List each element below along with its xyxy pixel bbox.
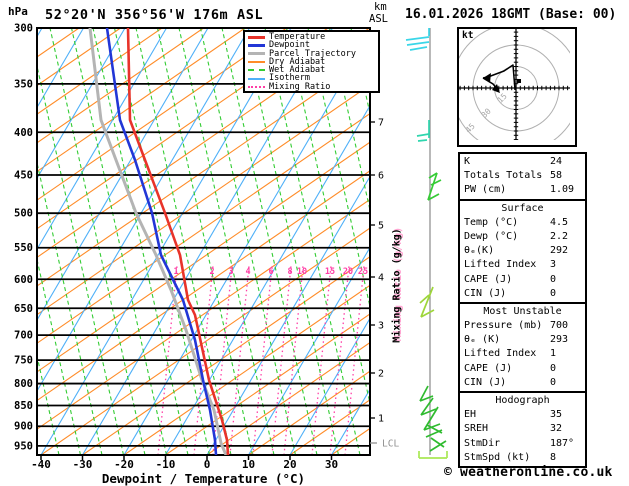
table-row-value: 2.2 [550,230,569,242]
mixing-ratio-label: 4 [245,267,251,277]
table-row [460,258,585,272]
table-row-label: K [464,156,471,167]
table-section [460,199,585,302]
pressure-tick-label: 300 [14,22,33,35]
pressure-tick-label: 550 [14,242,33,255]
table-row-label: CAPE (J) [464,362,513,374]
pressure-axis-unit: hPa [8,5,28,18]
hodograph-ring-label: 15 [495,91,509,105]
table-row [460,169,585,183]
table-row-label: CIN (J) [464,376,507,388]
pressure-tick-label: 900 [14,420,33,433]
table-row-value: 1.09 [550,184,575,196]
table-row-label: Lifted Index [464,259,537,271]
wind-barb-column [371,28,447,458]
temperature-tick-label: 20 [283,458,297,471]
table-section [460,154,585,199]
table-row-value: 35 [550,409,563,421]
legend-line-sample [248,69,265,71]
x-axis-label: Dewpoint / Temperature (°C) [101,471,306,486]
hodograph-ring-label: 45 [463,121,477,135]
table-row-value: 700 [550,320,569,332]
table-section [460,302,585,391]
table-row-label: StmSpd (kt) [464,451,531,463]
table-row [460,451,585,465]
pressure-tick-label: 750 [14,354,33,367]
legend-line-sample [248,86,265,88]
table-row [460,216,585,230]
storm-motion-dot [517,79,521,83]
legend-item [248,33,376,41]
hodograph-ring-label: 30 [479,106,493,120]
table-row-value: 187° [550,437,575,449]
hodograph-unit-label: kt [462,30,474,41]
temperature-tick-label: 10 [241,458,256,471]
table-row-value: 4.5 [550,216,569,228]
legend-item-label: Parcel Trajectory [269,48,356,59]
table-row [460,376,585,390]
pressure-tick-label: 700 [14,329,33,342]
table-row-value: 58 [550,170,563,182]
table-row-value: 0 [550,287,557,299]
table-row-value: 3 [550,259,557,271]
table-section-header: Most Unstable [483,305,562,317]
table-row-label: CAPE (J) [464,273,513,285]
watermark: © weatheronline.co.uk [444,465,613,480]
pressure-tick-label: 600 [14,273,33,286]
table-row-value: 292 [550,245,569,257]
legend-item-label: Dry Adiabat [269,56,326,67]
mixing-ratio-label: 25 [357,267,369,277]
legend-line-sample [248,52,265,55]
table-row [460,347,585,361]
km-tick-label: 5 [378,220,385,232]
table-row-label: SREH [464,423,489,435]
pressure-tick-label: 400 [14,126,33,139]
table-row-label: Temp (°C) [464,216,519,228]
mixing-ratio-axis-label: Mixing Ratio (g/kg) [391,228,403,343]
table-row-label: θₑ(K) [464,245,495,257]
table-row-value: 0 [550,376,557,388]
table-row [460,362,585,376]
legend [243,30,380,93]
legend-item [248,83,376,91]
page-title: 52°20'N 356°56'W 176m ASL [45,7,264,23]
altitude-axis-unit-km: km [374,1,387,13]
legend-item-label: Dewpoint [269,40,310,51]
table-row-value: 0 [550,273,557,285]
mixing-ratio-label: 2 [209,267,215,277]
pressure-tick-label: 800 [14,378,33,391]
table-row [460,244,585,258]
mixing-ratio-labels [173,267,368,277]
table-row [460,437,585,451]
table-row [460,408,585,422]
table-row-label: StmDir [464,437,501,449]
table-row-label: Lifted Index [464,348,537,360]
pressure-tick-label: 450 [14,169,33,182]
mixing-ratio-label: 6 [268,267,274,277]
km-tick-label: 4 [378,272,385,284]
mixing-ratio-label: 10 [296,267,308,277]
table-row-label: θₑ (K) [464,334,501,346]
legend-item-label: Isotherm [269,73,310,84]
table-row [460,319,585,333]
pressure-tick-label: 350 [14,78,33,91]
temperature-tick-label: 0 [203,458,211,471]
table-row-value: 293 [550,334,569,346]
table-row-label: PW (cm) [464,184,507,196]
km-tick-label: 6 [378,170,385,182]
table-row-label: CIN (J) [464,287,507,299]
temperature-tick-label: -40 [31,458,51,471]
mixing-ratio-label: 8 [287,267,293,277]
table-row [460,273,585,287]
mixing-ratio-label: 1 [173,267,179,277]
table-row [460,333,585,347]
table-row-value: 32 [550,423,563,435]
hodograph-plot [459,29,570,140]
temperature-tick-label: -20 [114,458,134,471]
legend-line-sample [248,61,265,63]
pressure-tick-label: 650 [14,302,33,315]
table-section-header: Surface [501,202,544,214]
pressure-tick-label: 950 [14,440,33,453]
legend-line-sample [248,44,265,47]
temperature-axis [31,455,338,471]
hodograph [457,27,577,147]
km-tick-label: 3 [378,320,385,332]
table-row [460,230,585,244]
legend-line-sample [248,78,265,80]
indices-table [458,152,587,468]
altitude-axis-unit-asl: ASL [369,13,388,25]
pressure-tick-label: 500 [14,207,33,220]
table-row-value: 0 [550,362,557,374]
temperature-tick-label: -30 [72,458,93,471]
table-row-value: 1 [550,348,557,360]
lcl-label: LCL [382,438,400,450]
table-row [460,287,585,301]
table-row-value: 24 [550,156,563,167]
legend-item [248,66,376,74]
temperature-tick-label: -10 [155,458,176,471]
hodograph-arrowhead [483,73,491,83]
legend-item-label: Temperature [269,32,326,42]
legend-line-sample [248,36,265,39]
km-tick-label: 7 [378,117,385,129]
legend-item-label: Mixing Ratio [269,81,331,92]
temperature-tick-label: 30 [324,458,339,471]
table-row-label: EH [464,409,477,421]
mixing-ratio-label: 20 [342,267,354,277]
run-datetime: 16.01.2026 18GMT (Base: 00) [405,7,617,22]
legend-item-label: Wet Adiabat [269,65,326,76]
table-row [460,422,585,436]
table-section-header: Hodograph [495,395,550,406]
table-row-label: Dewp (°C) [464,230,519,242]
mixing-ratio-label: 3 [228,267,234,277]
table-row-label: Pressure (mb) [464,320,543,332]
pressure-tick-label: 850 [14,400,33,413]
table-row [460,183,585,197]
table-row [460,155,585,169]
km-tick-label: 2 [378,368,385,380]
table-row-value: 8 [550,451,557,463]
mixing-ratio-label: 15 [324,267,336,277]
km-tick-label: 1 [378,413,385,425]
table-section [460,391,585,466]
table-row-label: Totals Totals [464,170,543,182]
